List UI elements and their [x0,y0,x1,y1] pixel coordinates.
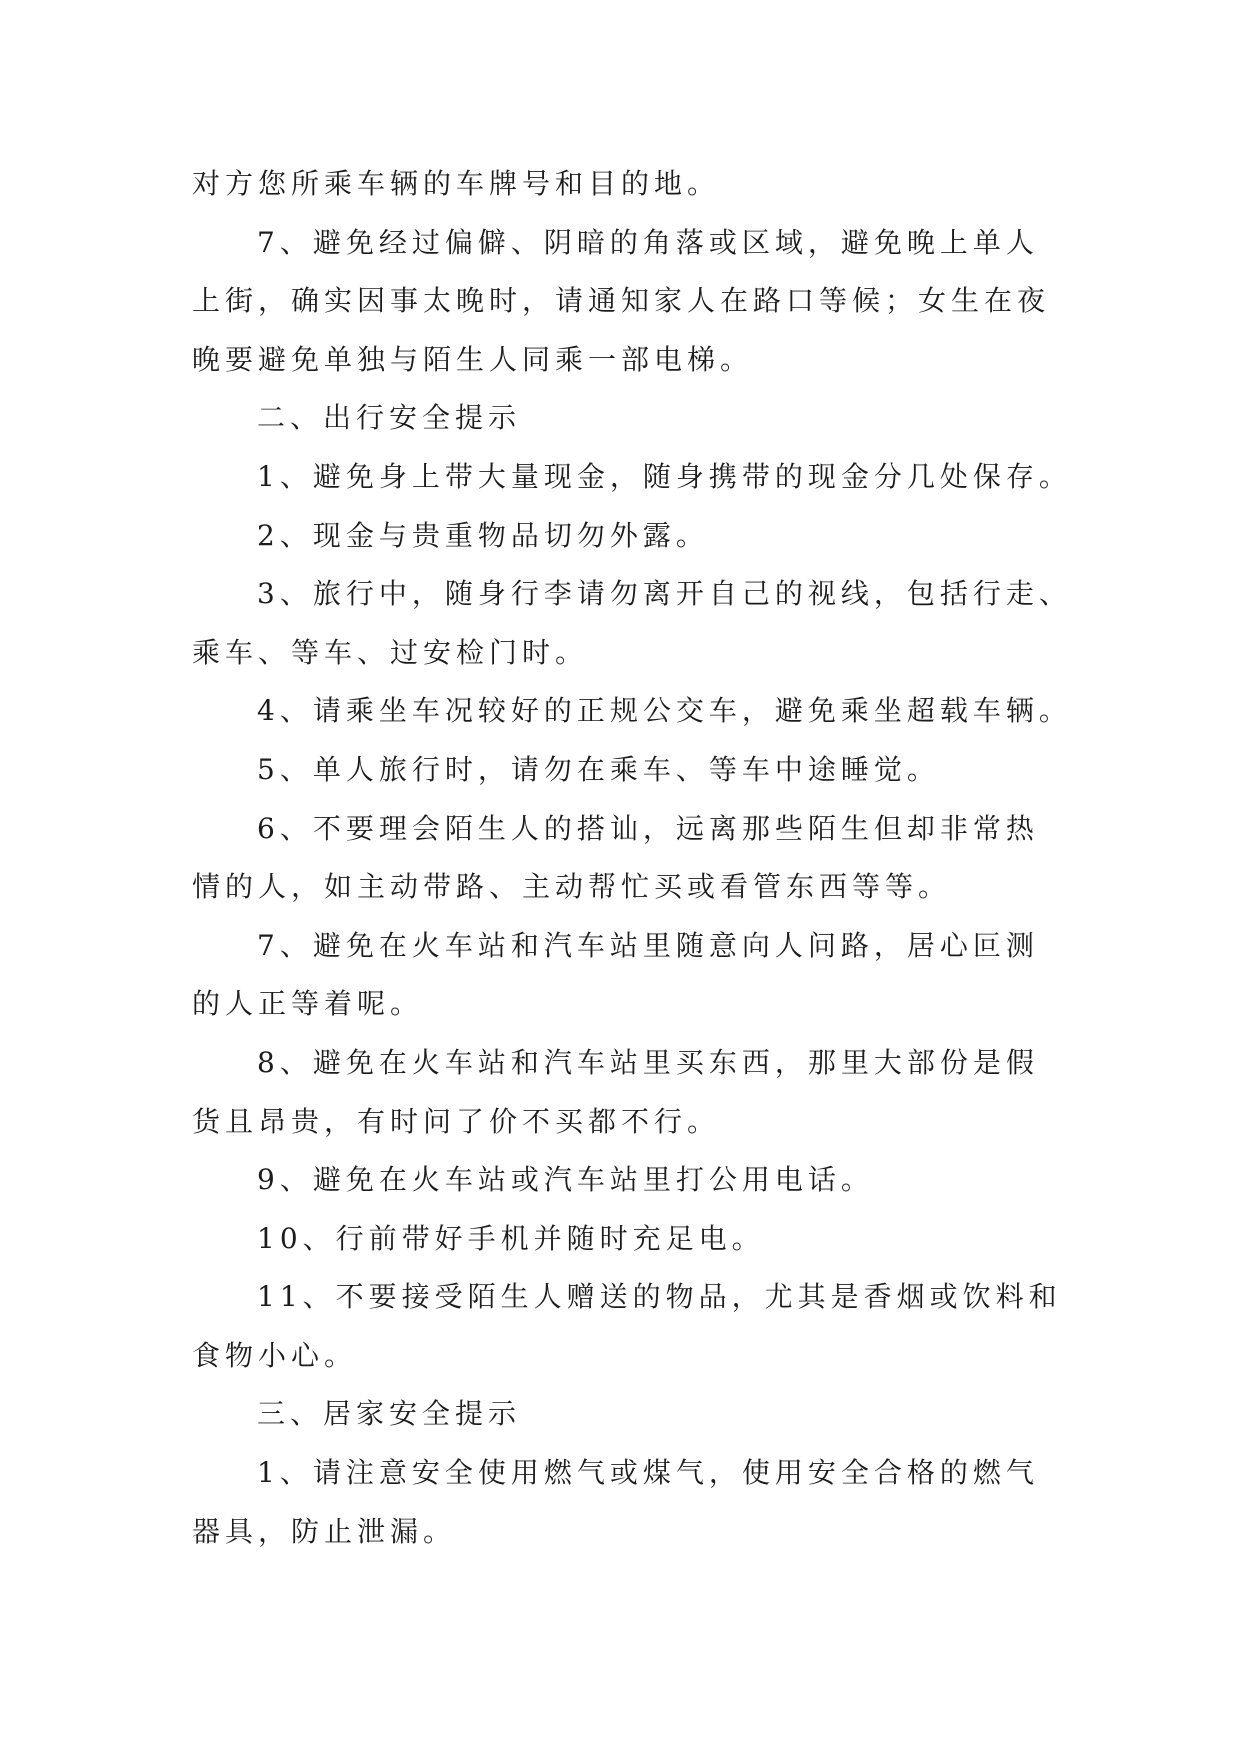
text-line: 对方您所乘车辆的车牌号和目的地。 [192,167,721,200]
text-line: 上街，确实因事太晚时，请通知家人在路口等候；女生在夜 [192,284,1051,318]
paragraph [192,507,1182,566]
text-line: 乘车、等车、过安检门时。 [192,635,589,669]
text-line: 9、避免在火车站或汽车站里打公用电话。 [257,1163,874,1197]
paragraph [192,682,1182,741]
paragraph [192,1268,1182,1385]
text-line: 5、单人旅行时，请勿在乘车、等车中途睡觉。 [257,752,940,786]
text-line: 7、避免经过偏僻、阴暗的角落或区域，避免晚上单人 [257,225,1039,259]
section-heading-text: 二、出行安全提示 [257,401,522,435]
text-line: 的人正等着呢。 [192,987,424,1021]
text-line: 货且昂贵，有时问了价不买都不行。 [192,1104,721,1138]
text-line: 器具，防止泄漏。 [192,1514,457,1548]
text-line: 4、请乘坐车况较好的正规公交车，避免乘坐超载车辆。 [257,694,1072,728]
text-line: 7、避免在火车站和汽车站里随意向人问路，居心叵测 [257,928,1039,962]
text-line: 2、现金与贵重物品切勿外露。 [257,518,709,552]
paragraph [192,800,1182,917]
paragraph [192,1034,1182,1151]
text-line: 晚要避免单独与陌生人同乘一部电梯。 [192,342,754,376]
text-line: 1、请注意安全使用燃气或煤气，使用安全合格的燃气 [257,1456,1039,1490]
paragraph [192,1210,1182,1269]
text-line: 11、不要接受陌生人赠送的物品，尤其是香烟或饮料和 [257,1280,1062,1314]
section-heading [192,1385,1182,1444]
paragraph [192,448,1182,507]
document-body [192,155,1182,1561]
text-line: 3、旅行中，随身行李请勿离开自己的视线，包括行走、 [257,577,1072,611]
section-heading-text: 三、居家安全提示 [257,1397,522,1431]
paragraph [192,1444,1182,1561]
paragraph [192,917,1182,1034]
section-heading [192,389,1182,448]
text-line: 1、避免身上带大量现金，随身携带的现金分几处保存。 [257,459,1072,493]
text-line: 6、不要理会陌生人的搭讪，远离那些陌生但却非常热 [257,811,1039,845]
text-line: 食物小心。 [192,1338,358,1372]
paragraph [192,565,1182,682]
paragraph [192,1151,1182,1210]
text-line: 8、避免在火车站和汽车站里买东西，那里大部份是假 [257,1045,1039,1079]
paragraph [192,214,1182,390]
text-line: 10、行前带好手机并随时充足电。 [257,1221,765,1255]
paragraph [192,155,1182,214]
paragraph [192,741,1182,800]
text-line: 情的人，如主动带路、主动帮忙买或看管东西等等。 [192,870,952,904]
